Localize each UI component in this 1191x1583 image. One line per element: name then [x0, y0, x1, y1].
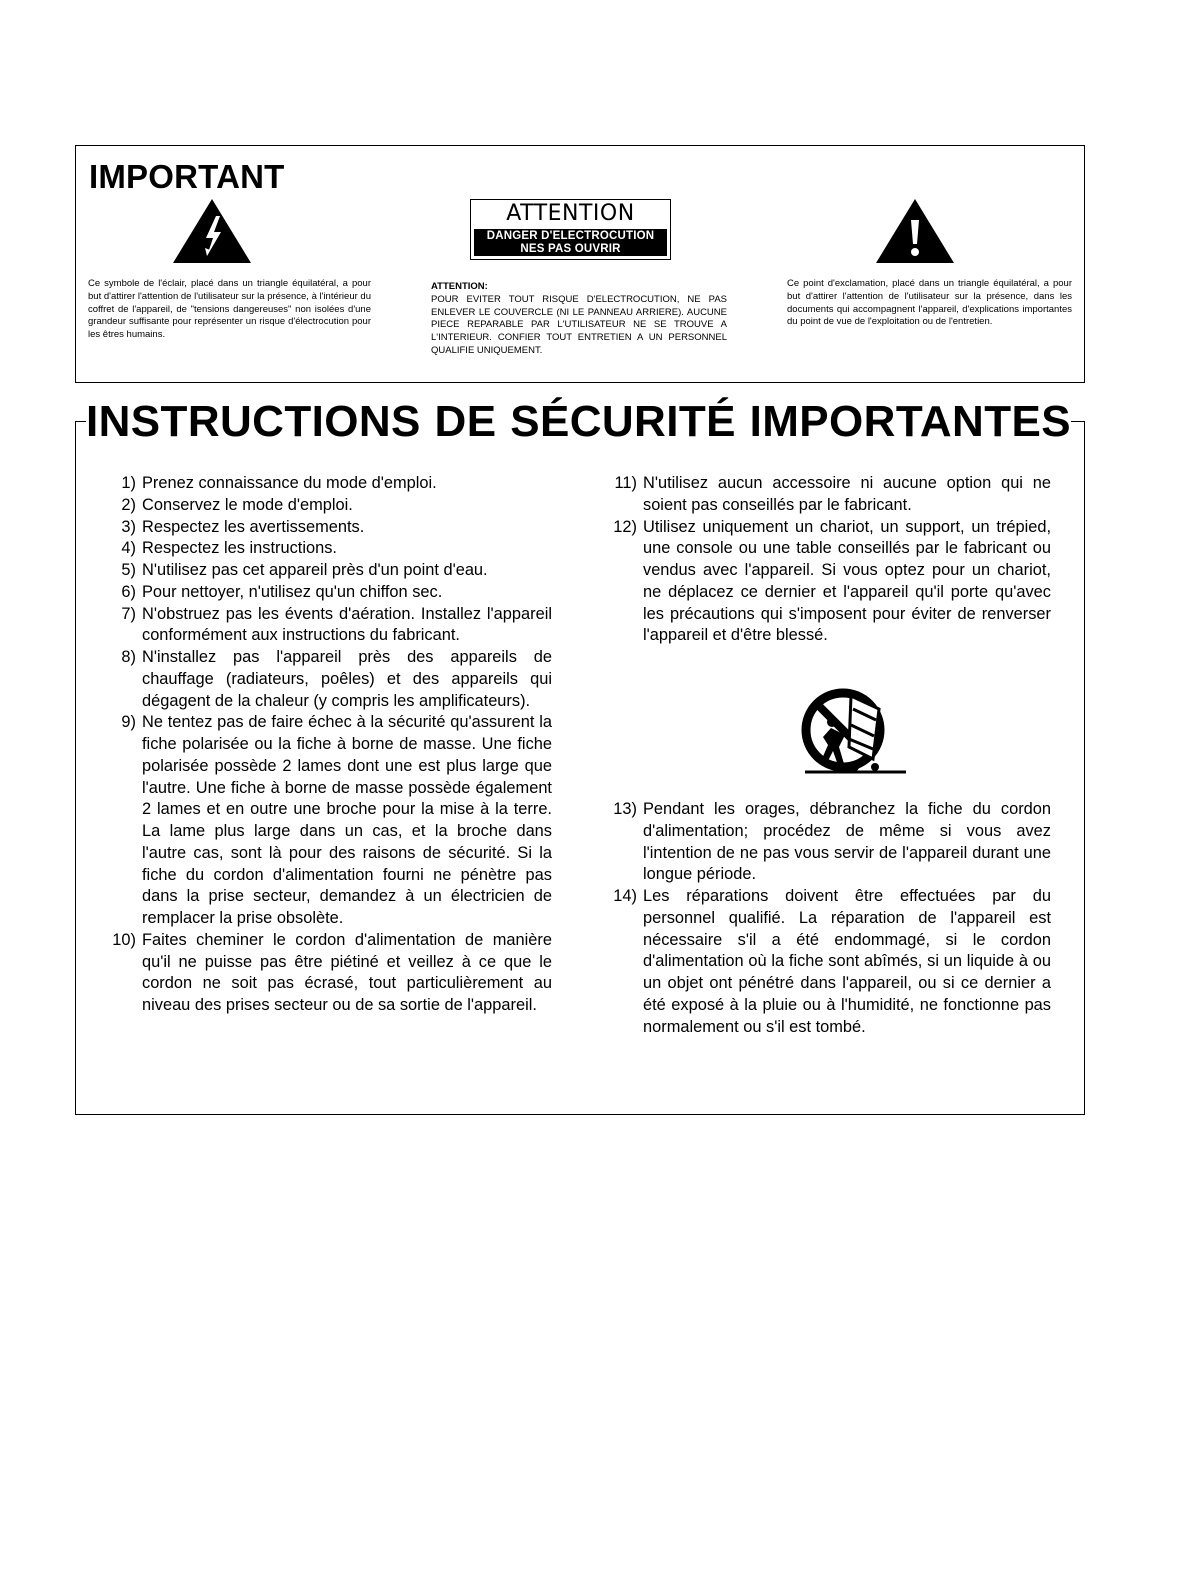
lightning-triangle-icon	[172, 198, 252, 264]
safety-list-right-bottom	[607, 799, 1051, 1038]
instruction-text: N'utilisez pas cet appareil près d'un point d'eau.	[142, 561, 488, 579]
instruction-number: 10)	[112, 930, 136, 949]
safety-instruction-item	[607, 473, 1051, 517]
safety-instruction-item	[106, 560, 552, 582]
instruction-number: 11)	[614, 474, 637, 492]
instruction-text: N'utilisez aucun accessoire ni aucune option qui ne soient pas conseillés par le fabricant.	[643, 474, 1051, 514]
instruction-text: Utilisez uniquement un chariot, un support, un trépied, une console ou une table conseillés par le fabricant ou vendus avec l'appareil. Si vous optez pour un chariot, ne déplacez ce dernier et l'appareil qu'il porte qu'avec les précautions qui s'imposent pour éviter de renverser l'appareil et d'être blessé.	[643, 517, 1051, 645]
important-heading: IMPORTANT	[89, 158, 285, 195]
safety-instruction-item	[106, 604, 552, 648]
instruction-text: Respectez les instructions.	[142, 539, 337, 558]
attention-label-line2: NES PAS OUVRIR	[520, 242, 621, 255]
attention-label-line1: DANGER D'ELECTROCUTION	[486, 230, 655, 242]
attention-label-title: ATTENTION	[506, 201, 635, 226]
instruction-number: 13)	[613, 800, 637, 818]
instruction-number: 7)	[121, 604, 136, 623]
instruction-number: 2)	[121, 495, 136, 514]
instruction-number: 12)	[613, 517, 637, 536]
instruction-number: 4)	[121, 539, 136, 558]
safety-instruction-item	[106, 473, 552, 495]
safety-instruction-item	[106, 582, 552, 604]
instruction-text: Les réparations doivent être effectuées par du personnel qualifié. La réparation de l'appareil est nécessaire s'il a été endommagé, si le cordon d'alimentation où la fiche sont abîmés, si un liquide à ou un objet ont pénétré dans l'appareil, ou si ce dernier a été exposé à la pluie ou à l'humidité, ne fonctionne pas normalement ou s'il est tombé.	[643, 887, 1051, 1036]
safety-instruction-item	[106, 538, 552, 560]
important-warning-box	[75, 145, 1085, 383]
attention-warning-text	[431, 281, 727, 358]
instruction-number: 5)	[121, 561, 136, 579]
safety-instructions-heading: INSTRUCTIONS DE SÉCURITÉ IMPORTANTES	[86, 397, 1071, 446]
safety-instruction-item	[607, 886, 1051, 1038]
attention-warning-body: POUR EVITER TOUT RISQUE D'ELECTROCUTION, NE PAS ENLEVER LE COUVERCLE (NI LE PANNEAU ARRIERE). AUCUNE PIECE REPARABLE PAR L'UTILISATEUR NE SE TROUVE A L'INTERIEUR. CONFIER TOUT ENTRETIEN A UN PERSONNEL QUALIFIE UNIQUEMENT.	[431, 293, 727, 356]
exclamation-triangle-icon	[875, 198, 955, 264]
instruction-text: Pour nettoyer, n'utilisez qu'un chiffon sec.	[142, 582, 443, 601]
instruction-text: Ne tentez pas de faire échec à la sécurité qu'assurent la fiche polarisée ou la fiche à borne de masse. Une fiche polarisée possède 2 lames dont une est plus large que l'autre. Une fiche à borne de masse possède également 2 lames et en outre une broche pour la mise à la terre. La lame plus large dans un cas, et la broche dans l'autre cas, sont là pour des raisons de sécurité. Si la fiche du cordon d'alimentation fourni ne pénètre pas dans la prise secteur, demandez à un électricien de remplacer la prise obsolète.	[142, 713, 552, 927]
safety-list-right-top	[607, 473, 1051, 647]
instruction-text: Faites cheminer le cordon d'alimentation de manière qu'il ne puisse pas être piétiné et veillez à ce que le cordon ne soit pas écrasé, tout particulièrement au niveau des prises secteur ou de sa sortie de l'appareil.	[142, 930, 552, 1014]
safety-instruction-item	[106, 647, 552, 712]
cart-tip-over-warning-icon	[793, 687, 918, 782]
instruction-text: N'installez pas l'appareil près des appareils de chauffage (radiateurs, poêles) et des appareils qui dégagent de la chaleur (y compris les amplificateurs).	[142, 648, 552, 710]
instruction-text: Pendant les orages, débranchez la fiche du cordon d'alimentation; procédez de même si vous avez l'intention de ne pas vous servir de l'appareil durant une longue période.	[643, 800, 1051, 884]
instruction-number: 6)	[121, 582, 136, 601]
instruction-text: Conservez le mode d'emploi.	[142, 495, 353, 514]
instruction-text: N'obstruez pas les évents d'aération. Installez l'appareil conformément aux instructions du fabricant.	[142, 604, 552, 645]
attention-label	[470, 199, 671, 260]
safety-instruction-item	[106, 930, 552, 1017]
instruction-number: 8)	[121, 648, 136, 666]
lightning-symbol-explanation: Ce symbole de l'éclair, placé dans un triangle équilatéral, a pour but d'attirer l'attention de l'utilisateur sur la présence, à l'intérieur du coffret de l'appareil, de "tensions dangereuses" non isolées d'une grandeur suffisante pour représenter un risque d'électrocution pour les êtres humains.	[88, 278, 371, 341]
instruction-number: 14)	[613, 887, 637, 905]
safety-list-left	[106, 473, 552, 1017]
instruction-number: 1)	[121, 474, 136, 492]
safety-instruction-item	[106, 712, 552, 930]
attention-warning-heading: ATTENTION:	[431, 281, 488, 292]
instruction-text: Prenez connaissance du mode d'emploi.	[142, 474, 437, 492]
instruction-text: Respectez les avertissements.	[142, 517, 365, 536]
safety-instruction-item	[607, 517, 1051, 648]
safety-instruction-item	[106, 495, 552, 517]
safety-instruction-item	[106, 517, 552, 539]
exclamation-symbol-explanation: Ce point d'exclamation, placé dans un triangle équilatéral, a pour but d'attirer l'attention de l'utilisateur sur la présence, dans les documents qui accompagnent l'appareil, d'explications importantes du point de vue de l'exploitation ou de l'entretien.	[787, 278, 1072, 328]
instruction-number: 9)	[121, 713, 136, 732]
attention-label-banner	[474, 229, 667, 256]
safety-instruction-item	[607, 799, 1051, 886]
instruction-number: 3)	[121, 517, 136, 536]
